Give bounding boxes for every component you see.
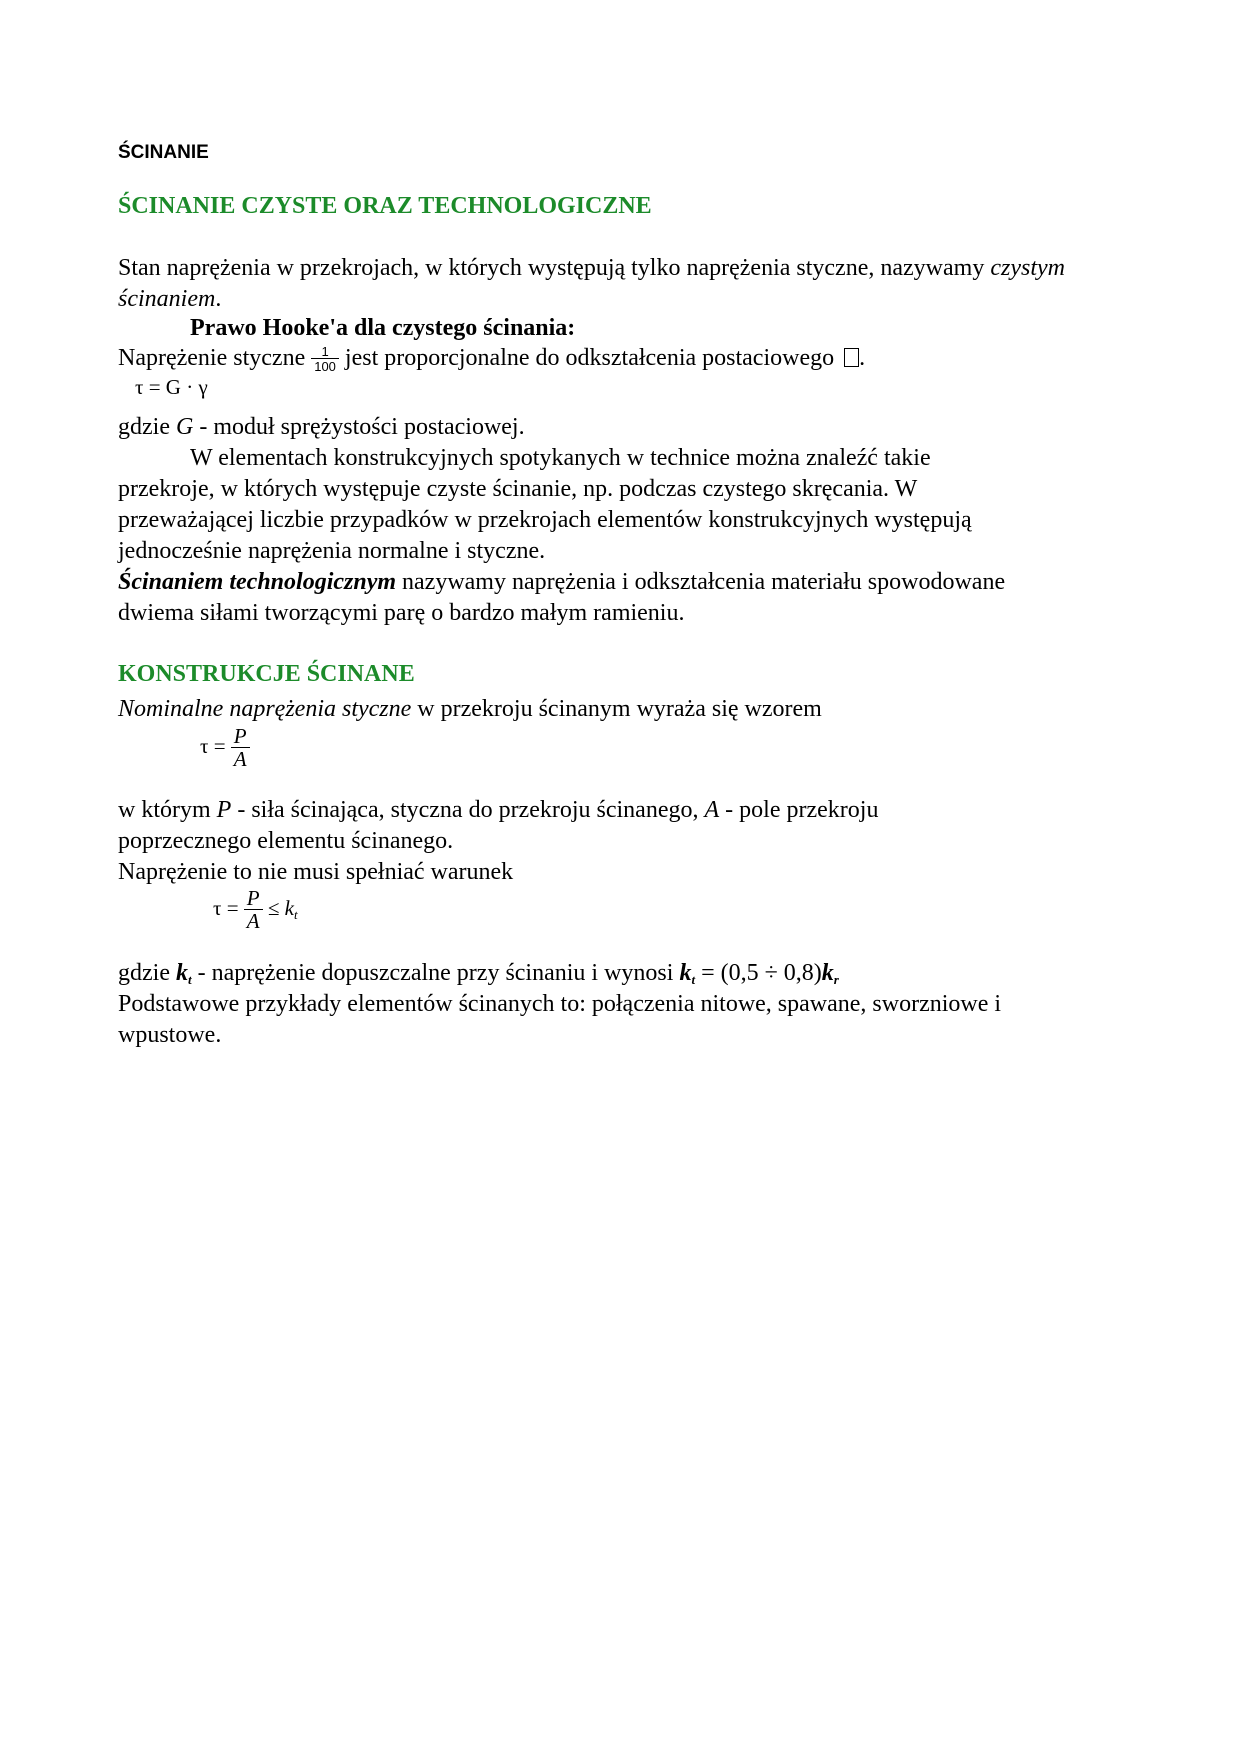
modulus-prefix: gdzie <box>118 414 176 440</box>
allowable-prefix: gdzie <box>118 960 176 986</box>
examples-line-2: wpustowe. <box>118 1022 222 1048</box>
paragraph-elements-line-4: jednocześnie naprężenia normalne i styczne. <box>118 538 546 564</box>
allowable-text: - naprężenie dopuszczalne przy ścinaniu i wynosi <box>191 960 680 986</box>
hooke-formula: τ = G · γ <box>135 375 208 399</box>
page-title: ŚCINANIE <box>118 142 209 163</box>
section-heading-sheared-structures: KONSTRUKCJE ŚCINANE <box>118 661 415 687</box>
allowable-k2-subscript: t <box>691 972 696 987</box>
formula-fraction <box>231 726 250 770</box>
condition-denominator: A <box>244 909 263 932</box>
section-heading-pure-shear: ŚCINANIE CZYSTE ORAZ TECHNOLOGICZNE <box>118 193 652 219</box>
missing-glyph-icon <box>844 348 859 367</box>
condition-lhs: τ = <box>213 895 239 920</box>
paragraph-elements-line-3: przeważającej liczbie przypadków w przekrojach elementów konstrukcyjnych występują <box>118 507 972 533</box>
definition-text: Stan naprężenia w przekrojach, w których występują tylko naprężenia styczne, nazywamy <box>118 255 991 281</box>
shear-stress-end: . <box>859 345 866 371</box>
fraction-denominator: 100 <box>311 358 339 373</box>
allowable-kr: k <box>821 960 834 986</box>
paragraph-definition <box>118 253 1118 315</box>
condition-relation: ≤ <box>267 895 280 920</box>
paragraph-elements-line-2: przekroje, w których występuje czyste ścinanie, np. podczas czystego skręcania. W <box>118 476 918 502</box>
condition-k: k <box>284 895 294 920</box>
symbol-def-text: - siła ścinająca, styczna do przekroju ścinanego, <box>231 797 705 823</box>
technological-shear-text: nazywamy naprężenia i odkształcenia materiału spowodowane <box>396 569 1006 595</box>
formula-nominal-stress <box>200 726 250 770</box>
condition-k-subscript: t <box>293 906 298 922</box>
formula-strength-condition <box>213 888 298 932</box>
allowable-k: k <box>175 960 188 986</box>
symbol-def-prefix: w którym <box>118 797 217 823</box>
symbol-A: A <box>704 797 720 823</box>
condition-numerator: P <box>246 886 260 910</box>
modulus-line <box>118 412 525 443</box>
definition-end: . <box>215 286 222 312</box>
formula-denominator: A <box>231 747 250 770</box>
fraction-numerator: 1 <box>321 344 329 360</box>
allowable-range: = (0,5 ÷ 0,8) <box>695 960 822 986</box>
symbol-definition-line-2: poprzecznego elementu ścinanego. <box>118 828 454 854</box>
allowable-k-subscript: t <box>187 972 192 987</box>
technological-shear-term: Ścinaniem technologicznym <box>118 569 397 595</box>
condition-fraction <box>244 888 263 932</box>
modulus-text: - moduł sprężystości postaciowej. <box>193 414 525 440</box>
formula-numerator: P <box>233 724 247 748</box>
shear-stress-line <box>118 343 865 374</box>
formula-lhs: τ = <box>200 733 226 758</box>
nominal-stress-term: Nominalne naprężenia styczne <box>118 696 412 722</box>
examples-line-1: Podstawowe przykłady elementów ścinanych to: połączenia nitowe, spawane, sworzniowe i <box>118 991 1002 1017</box>
symbol-def-tail: - pole przekroju <box>719 797 879 823</box>
nominal-stress-line <box>118 694 822 725</box>
symbol-P: P <box>216 797 232 823</box>
paragraph-elements-line-1: W elementach konstrukcyjnych spotykanych w technice można znaleźć takie <box>190 445 931 471</box>
definition-term-1: czystym <box>990 255 1065 281</box>
technological-shear-line-2: dwiema siłami tworzącymi parę o bardzo małym ramieniu. <box>118 600 685 626</box>
hooke-law-heading: Prawo Hooke'a dla czystego ścinania: <box>190 315 576 341</box>
technological-shear-line-1 <box>118 567 1005 598</box>
nominal-stress-text: w przekroju ścinanym wyraża się wzorem <box>411 696 822 722</box>
allowable-k2: k <box>679 960 692 986</box>
fraction-symbol <box>311 345 339 373</box>
condition-line: Naprężenie to nie musi spełniać warunek <box>118 859 514 885</box>
definition-term-2: ścinaniem <box>118 286 216 312</box>
symbol-definition-line-1 <box>118 795 878 826</box>
allowable-kr-subscript: r <box>833 972 839 987</box>
modulus-symbol: G <box>175 414 194 440</box>
proportional-text: jest proporcjonalne do odkształcenia postaciowego <box>338 345 841 371</box>
shear-stress-text: Naprężenie styczne <box>118 345 312 371</box>
